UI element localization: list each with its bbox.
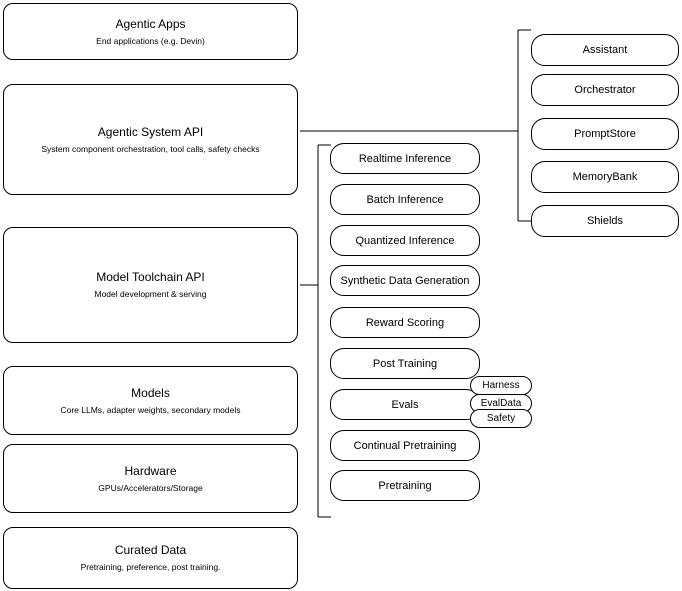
component-label: Shields — [586, 215, 624, 227]
component-label: Assistant — [582, 44, 628, 56]
toolchain-component-batch-inference[interactable] — [330, 184, 480, 215]
stack-layer-agentic-system-api[interactable] — [3, 84, 298, 195]
stack-layer-title: Curated Data — [114, 543, 187, 557]
stack-layer-agentic-apps[interactable] — [3, 3, 298, 60]
agentic-component-orchestrator[interactable] — [531, 74, 679, 106]
toolchain-component-synthetic-data-generation[interactable] — [330, 265, 480, 296]
component-label: Continual Pretraining — [353, 439, 457, 452]
component-label: Pretraining — [378, 479, 432, 492]
stack-layer-title: Model Toolchain API — [96, 270, 205, 284]
component-label: Reward Scoring — [365, 316, 445, 329]
stack-layer-subtitle: Pretraining, preference, post training. — [80, 562, 221, 572]
toolchain-component-reward-scoring[interactable] — [330, 307, 480, 338]
agentic-component-memorybank[interactable] — [531, 161, 679, 193]
stack-layer-subtitle: System component orchestration, tool calls, safety checks — [41, 143, 260, 154]
toolchain-component-post-training[interactable] — [330, 348, 480, 379]
component-label: MemoryBank — [572, 171, 638, 183]
agentic-component-promptstore[interactable] — [531, 118, 679, 150]
evals-subcomponent-safety[interactable] — [470, 409, 532, 428]
component-label: Post Training — [372, 357, 438, 370]
stack-layer-models[interactable] — [3, 366, 298, 435]
stack-layer-curated-data[interactable] — [3, 527, 298, 589]
component-label: Safety — [486, 413, 516, 424]
stack-layer-subtitle: End applications (e.g. Devin) — [96, 35, 205, 46]
stack-layer-title: Agentic Apps — [115, 16, 186, 31]
component-label: Quantized Inference — [355, 234, 455, 247]
component-label: Batch Inference — [366, 193, 444, 206]
component-label: PromptStore — [574, 128, 636, 140]
stack-layer-title: Agentic System API — [97, 124, 204, 139]
stack-layer-subtitle: Model development & serving — [94, 289, 207, 299]
toolchain-component-evals[interactable] — [330, 389, 480, 420]
stack-layer-subtitle: Core LLMs, adapter weights, secondary models — [60, 404, 241, 415]
stack-layer-subtitle: GPUs/Accelerators/Storage — [98, 482, 203, 493]
stack-layer-title: Models — [131, 385, 170, 400]
toolchain-component-continual-pretraining[interactable] — [330, 430, 480, 461]
toolchain-component-pretraining[interactable] — [330, 470, 480, 501]
toolchain-component-quantized-inference[interactable] — [330, 225, 480, 256]
toolchain-component-realtime-inference[interactable] — [330, 143, 480, 174]
component-label: Realtime Inference — [358, 152, 452, 165]
component-label: Orchestrator — [574, 84, 636, 96]
stack-layer-hardware[interactable] — [3, 444, 298, 513]
stack-layer-title: Hardware — [124, 463, 177, 478]
evals-subcomponent-harness[interactable] — [470, 376, 532, 395]
agentic-component-assistant[interactable] — [531, 34, 679, 66]
component-label: EvalData — [480, 398, 522, 409]
agentic-component-shields[interactable] — [531, 205, 679, 237]
stack-layer-model-toolchain-api[interactable] — [3, 227, 298, 343]
component-label: Synthetic Data Generation — [340, 274, 470, 287]
component-label: Evals — [391, 398, 419, 411]
component-label: Harness — [482, 380, 520, 391]
